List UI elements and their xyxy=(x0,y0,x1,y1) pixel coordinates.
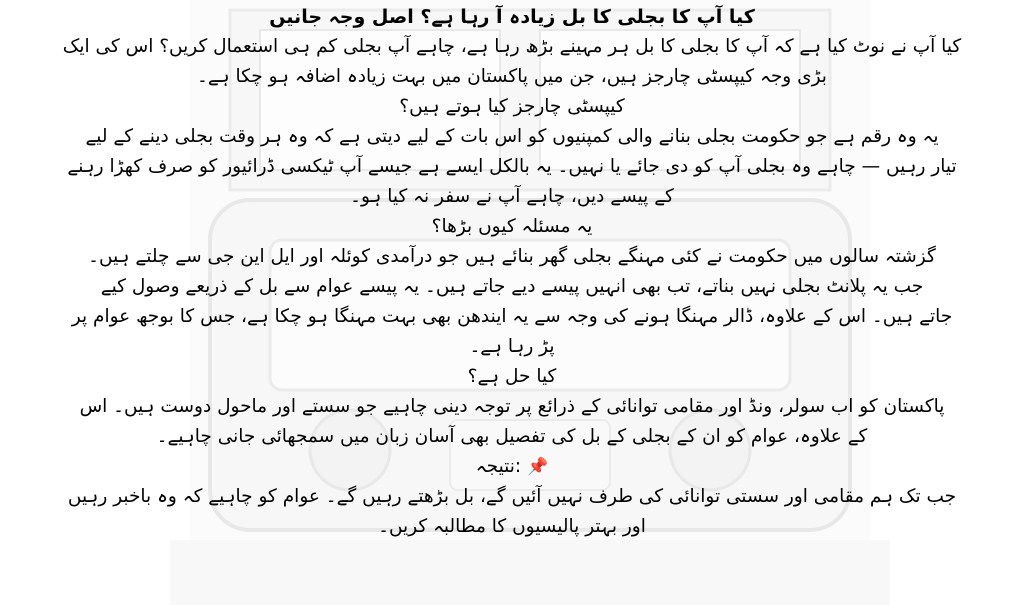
paragraph-line: پاکستان کو اب سولر، ونڈ اور مقامی توانائی کے ذرائع پر توجہ دینی چاہیے جو سستے اور ماحول دوست ہیں۔ اس xyxy=(79,396,945,417)
paragraph-line: تیار رہیں — چاہے وہ بجلی آپ کو دی جائے یا نہیں۔ یہ بالکل ایسے ہے جیسے آپ ٹیکسی ڈرائیور کو صرف کھڑا رہنے xyxy=(67,156,957,177)
paragraph-line: کے علاوہ، عوام کو ان کے بجلی کے بل کی تفصیل بھی آسان زبان میں سمجھائی جانی چاہیے۔ xyxy=(156,426,868,447)
paragraph-line: اور بہتر پالیسیوں کا مطالبہ کریں۔ xyxy=(378,516,646,537)
section-heading-solution: کیا حل ہے؟ xyxy=(467,366,557,387)
conclusion-heading: :نتیجہ xyxy=(475,456,522,477)
paragraph-line: پڑ رہا ہے۔ xyxy=(469,336,555,357)
paragraph-line: جب یہ پلانٹ بجلی نہیں بناتے، تب بھی انہیں پیسے دیے جاتے ہیں۔ یہ پیسے عوام سے بل کے ذریعے وصول کیے xyxy=(100,276,924,297)
paragraph-line: گزشتہ سالوں میں حکومت نے کئی مہنگے بجلی گھر بنائے ہیں جو درآمدی کوئلہ اور ایل این جی سے چلتے ہیں۔ xyxy=(88,246,936,267)
article-title: کیا آپ کا بجلی کا بل زیادہ آ رہا ہے؟ اصل وجہ جانیں xyxy=(269,6,755,28)
intro-line: کیا آپ نے نوٹ کیا ہے کہ آپ کا بجلی کا بل ہر مہینے بڑھ رہا ہے، چاہے آپ بجلی کم ہی استعمال کریں؟ اس کی ایک xyxy=(62,36,962,57)
pushpin-icon: 📌 xyxy=(527,457,549,477)
paragraph-line: کے پیسے دیں، چاہے آپ نے سفر نہ کیا ہو۔ xyxy=(350,186,674,207)
section-heading-why-increased: یہ مسئلہ کیوں بڑھا؟ xyxy=(431,216,593,237)
paragraph-line: یہ وہ رقم ہے جو حکومت بجلی بنانے والی کمپنیوں کو اس بات کے لیے دیتی ہے کہ وہ ہر وقت بجلی دینے کے لیے xyxy=(85,126,939,147)
conclusion-heading-row xyxy=(6,452,1018,482)
paragraph-line: جاتے ہیں۔ اس کے علاوہ، ڈالر مہنگا ہونے کی وجہ سے یہ ایندھن بھی بہت مہنگا ہو چکا ہے، جس کا بوجھ عوام پر xyxy=(71,306,953,327)
section-heading-capacity-charges: کیپسٹی چارجز کیا ہوتے ہیں؟ xyxy=(399,96,625,117)
paragraph-line: جب تک ہم مقامی اور سستی توانائی کی طرف نہیں آئیں گے، بل بڑھتے رہیں گے۔ عوام کو چاہیے کہ وہ باخبر رہیں xyxy=(67,486,957,507)
intro-line: بڑی وجہ کیپسٹی چارجز ہیں، جن میں پاکستان میں بہت زیادہ اضافہ ہو چکا ہے۔ xyxy=(197,66,827,87)
